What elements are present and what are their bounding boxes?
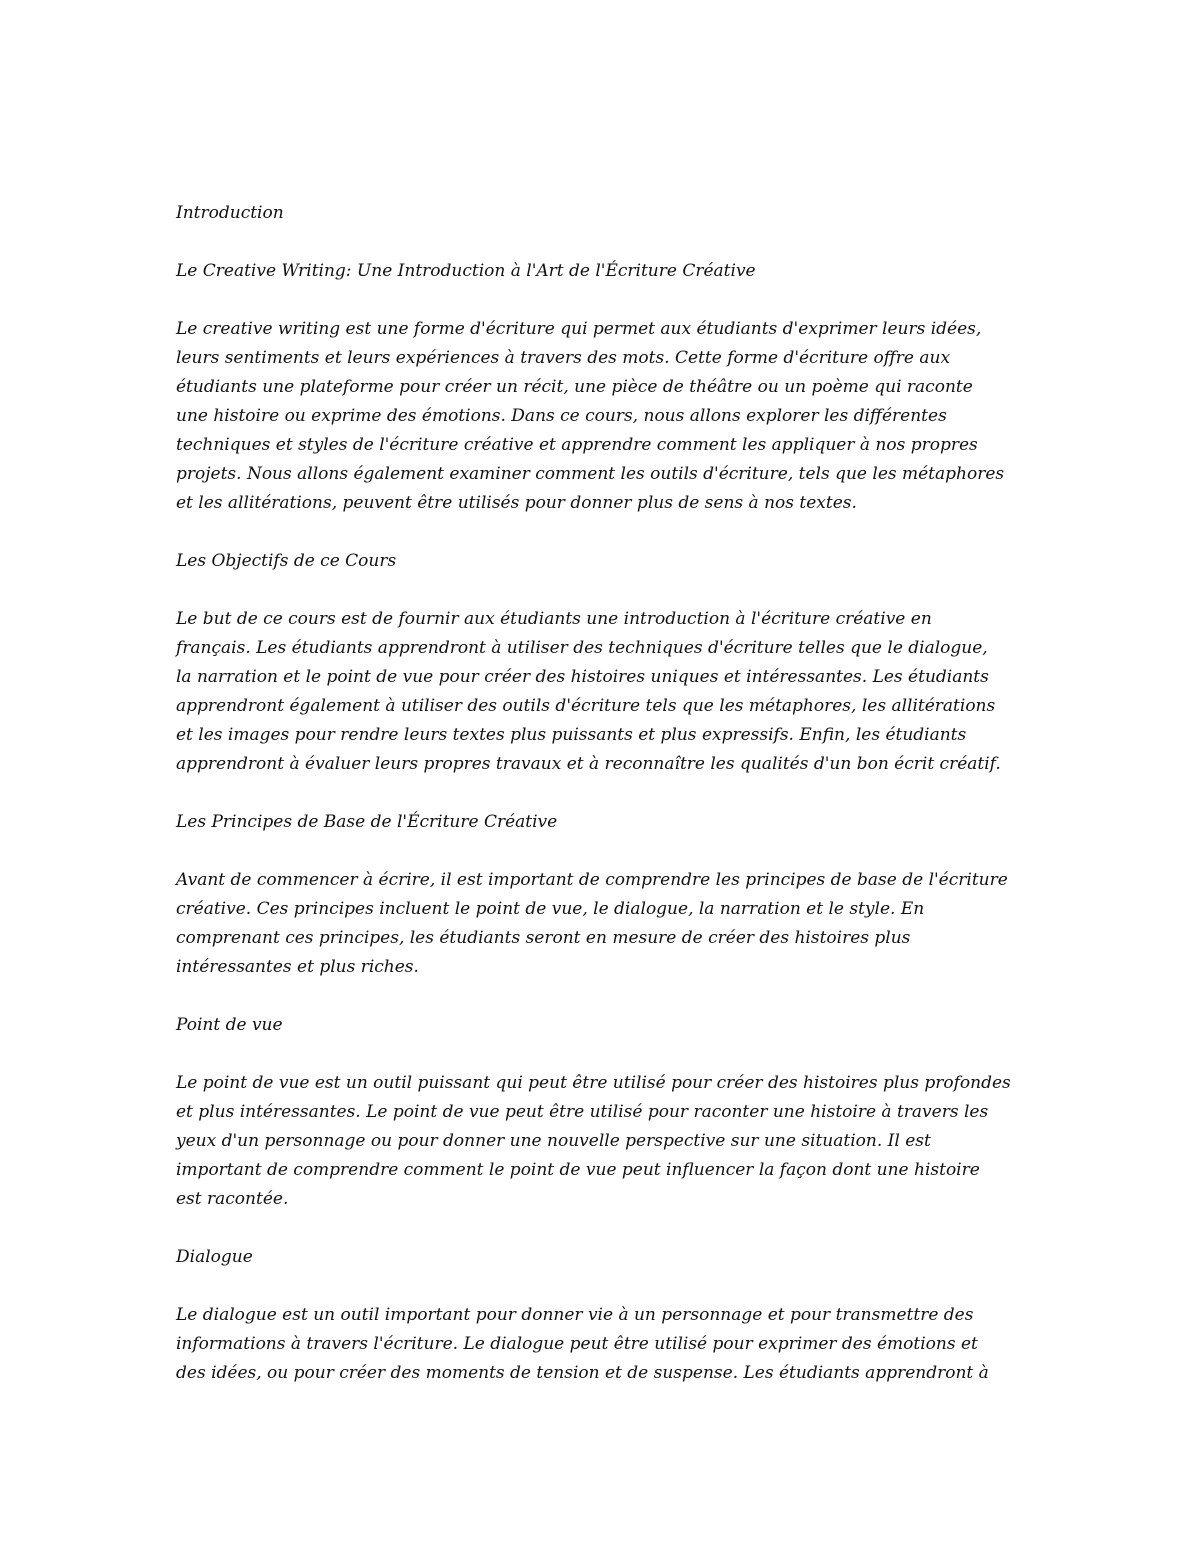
paragraph-line: étudiants une plateforme pour créer un récit, une pièce de théâtre ou un poème qui raconte — [176, 377, 973, 397]
paragraph-line: yeux d'un personnage ou pour donner une nouvelle perspective sur une situation. Il est — [176, 1131, 931, 1151]
paragraph-line: et les images pour rendre leurs textes plus puissants et plus expressifs. Enfin, les étudiants — [176, 725, 967, 745]
title-text: Le Creative Writing: Une Introduction à l'Art de l'Écriture Créative — [176, 261, 756, 281]
heading-text: Point de vue — [176, 1015, 283, 1035]
dialogue-paragraph — [176, 1301, 1036, 1388]
objectives-paragraph — [176, 605, 1036, 779]
paragraph-line: créative. Ces principes incluent le point de vue, le dialogue, la narration et le style. En — [176, 899, 925, 919]
paragraph-line: Le creative writing est une forme d'écriture qui permet aux étudiants d'exprimer leurs idées, — [176, 319, 982, 339]
paragraph-line: et les allitérations, peuvent être utilisés pour donner plus de sens à nos textes. — [176, 493, 857, 513]
paragraph-line: intéressantes et plus riches. — [176, 957, 419, 977]
heading-text: Introduction — [176, 203, 284, 223]
paragraph-line: projets. Nous allons également examiner comment les outils d'écriture, tels que les métaphores — [176, 464, 1005, 484]
paragraph-line: Avant de commencer à écrire, il est important de comprendre les principes de base de l'écriture — [176, 870, 1008, 890]
paragraph-line: informations à travers l'écriture. Le dialogue peut être utilisé pour exprimer des émotions et — [176, 1334, 978, 1354]
paragraph-line: apprendront à évaluer leurs propres travaux et à reconnaître les qualités d'un bon écrit créatif. — [176, 754, 1001, 774]
heading-text: Les Objectifs de ce Cours — [176, 551, 397, 571]
paragraph-line: français. Les étudiants apprendront à utiliser des techniques d'écriture telles que le dialogue, — [176, 638, 988, 658]
paragraph-line: Le point de vue est un outil puissant qui peut être utilisé pour créer des histoires plus profondes — [176, 1073, 1011, 1093]
paragraph-line: leurs sentiments et leurs expériences à travers des mots. Cette forme d'écriture offre aux — [176, 348, 951, 368]
intro-paragraph — [176, 315, 1036, 518]
paragraph-line: important de comprendre comment le point de vue peut influencer la façon dont une histoire — [176, 1160, 980, 1180]
heading-text: Dialogue — [176, 1247, 253, 1267]
principles-paragraph — [176, 866, 1036, 982]
heading-text: Les Principes de Base de l'Écriture Créative — [176, 812, 558, 832]
document-title — [176, 257, 1036, 286]
paragraph-line: la narration et le point de vue pour créer des histoires uniques et intéressantes. Les étudiants — [176, 667, 989, 687]
paragraph-line: et plus intéressantes. Le point de vue peut être utilisé pour raconter une histoire à travers les — [176, 1102, 989, 1122]
paragraph-line: Le but de ce cours est de fournir aux étudiants une introduction à l'écriture créative en — [176, 609, 932, 629]
pov-paragraph — [176, 1069, 1036, 1214]
paragraph-line: une histoire ou exprime des émotions. Dans ce cours, nous allons explorer les différentes — [176, 406, 947, 426]
section-heading-objectives — [176, 547, 1036, 576]
section-heading-dialogue — [176, 1243, 1036, 1272]
section-heading-principles — [176, 808, 1036, 837]
section-heading-point-de-vue — [176, 1011, 1036, 1040]
paragraph-line: apprendront également à utiliser des outils d'écriture tels que les métaphores, les allitérations — [176, 696, 996, 716]
paragraph-line: techniques et styles de l'écriture créative et apprendre comment les appliquer à nos propres — [176, 435, 978, 455]
paragraph-line: est racontée. — [176, 1189, 289, 1209]
paragraph-line: comprenant ces principes, les étudiants seront en mesure de créer des histoires plus — [176, 928, 911, 948]
paragraph-line: des idées, ou pour créer des moments de tension et de suspense. Les étudiants apprendront à — [176, 1363, 989, 1383]
paragraph-line: Le dialogue est un outil important pour donner vie à un personnage et pour transmettre des — [176, 1305, 974, 1325]
document-body — [176, 199, 1036, 1417]
section-heading-introduction — [176, 199, 1036, 228]
